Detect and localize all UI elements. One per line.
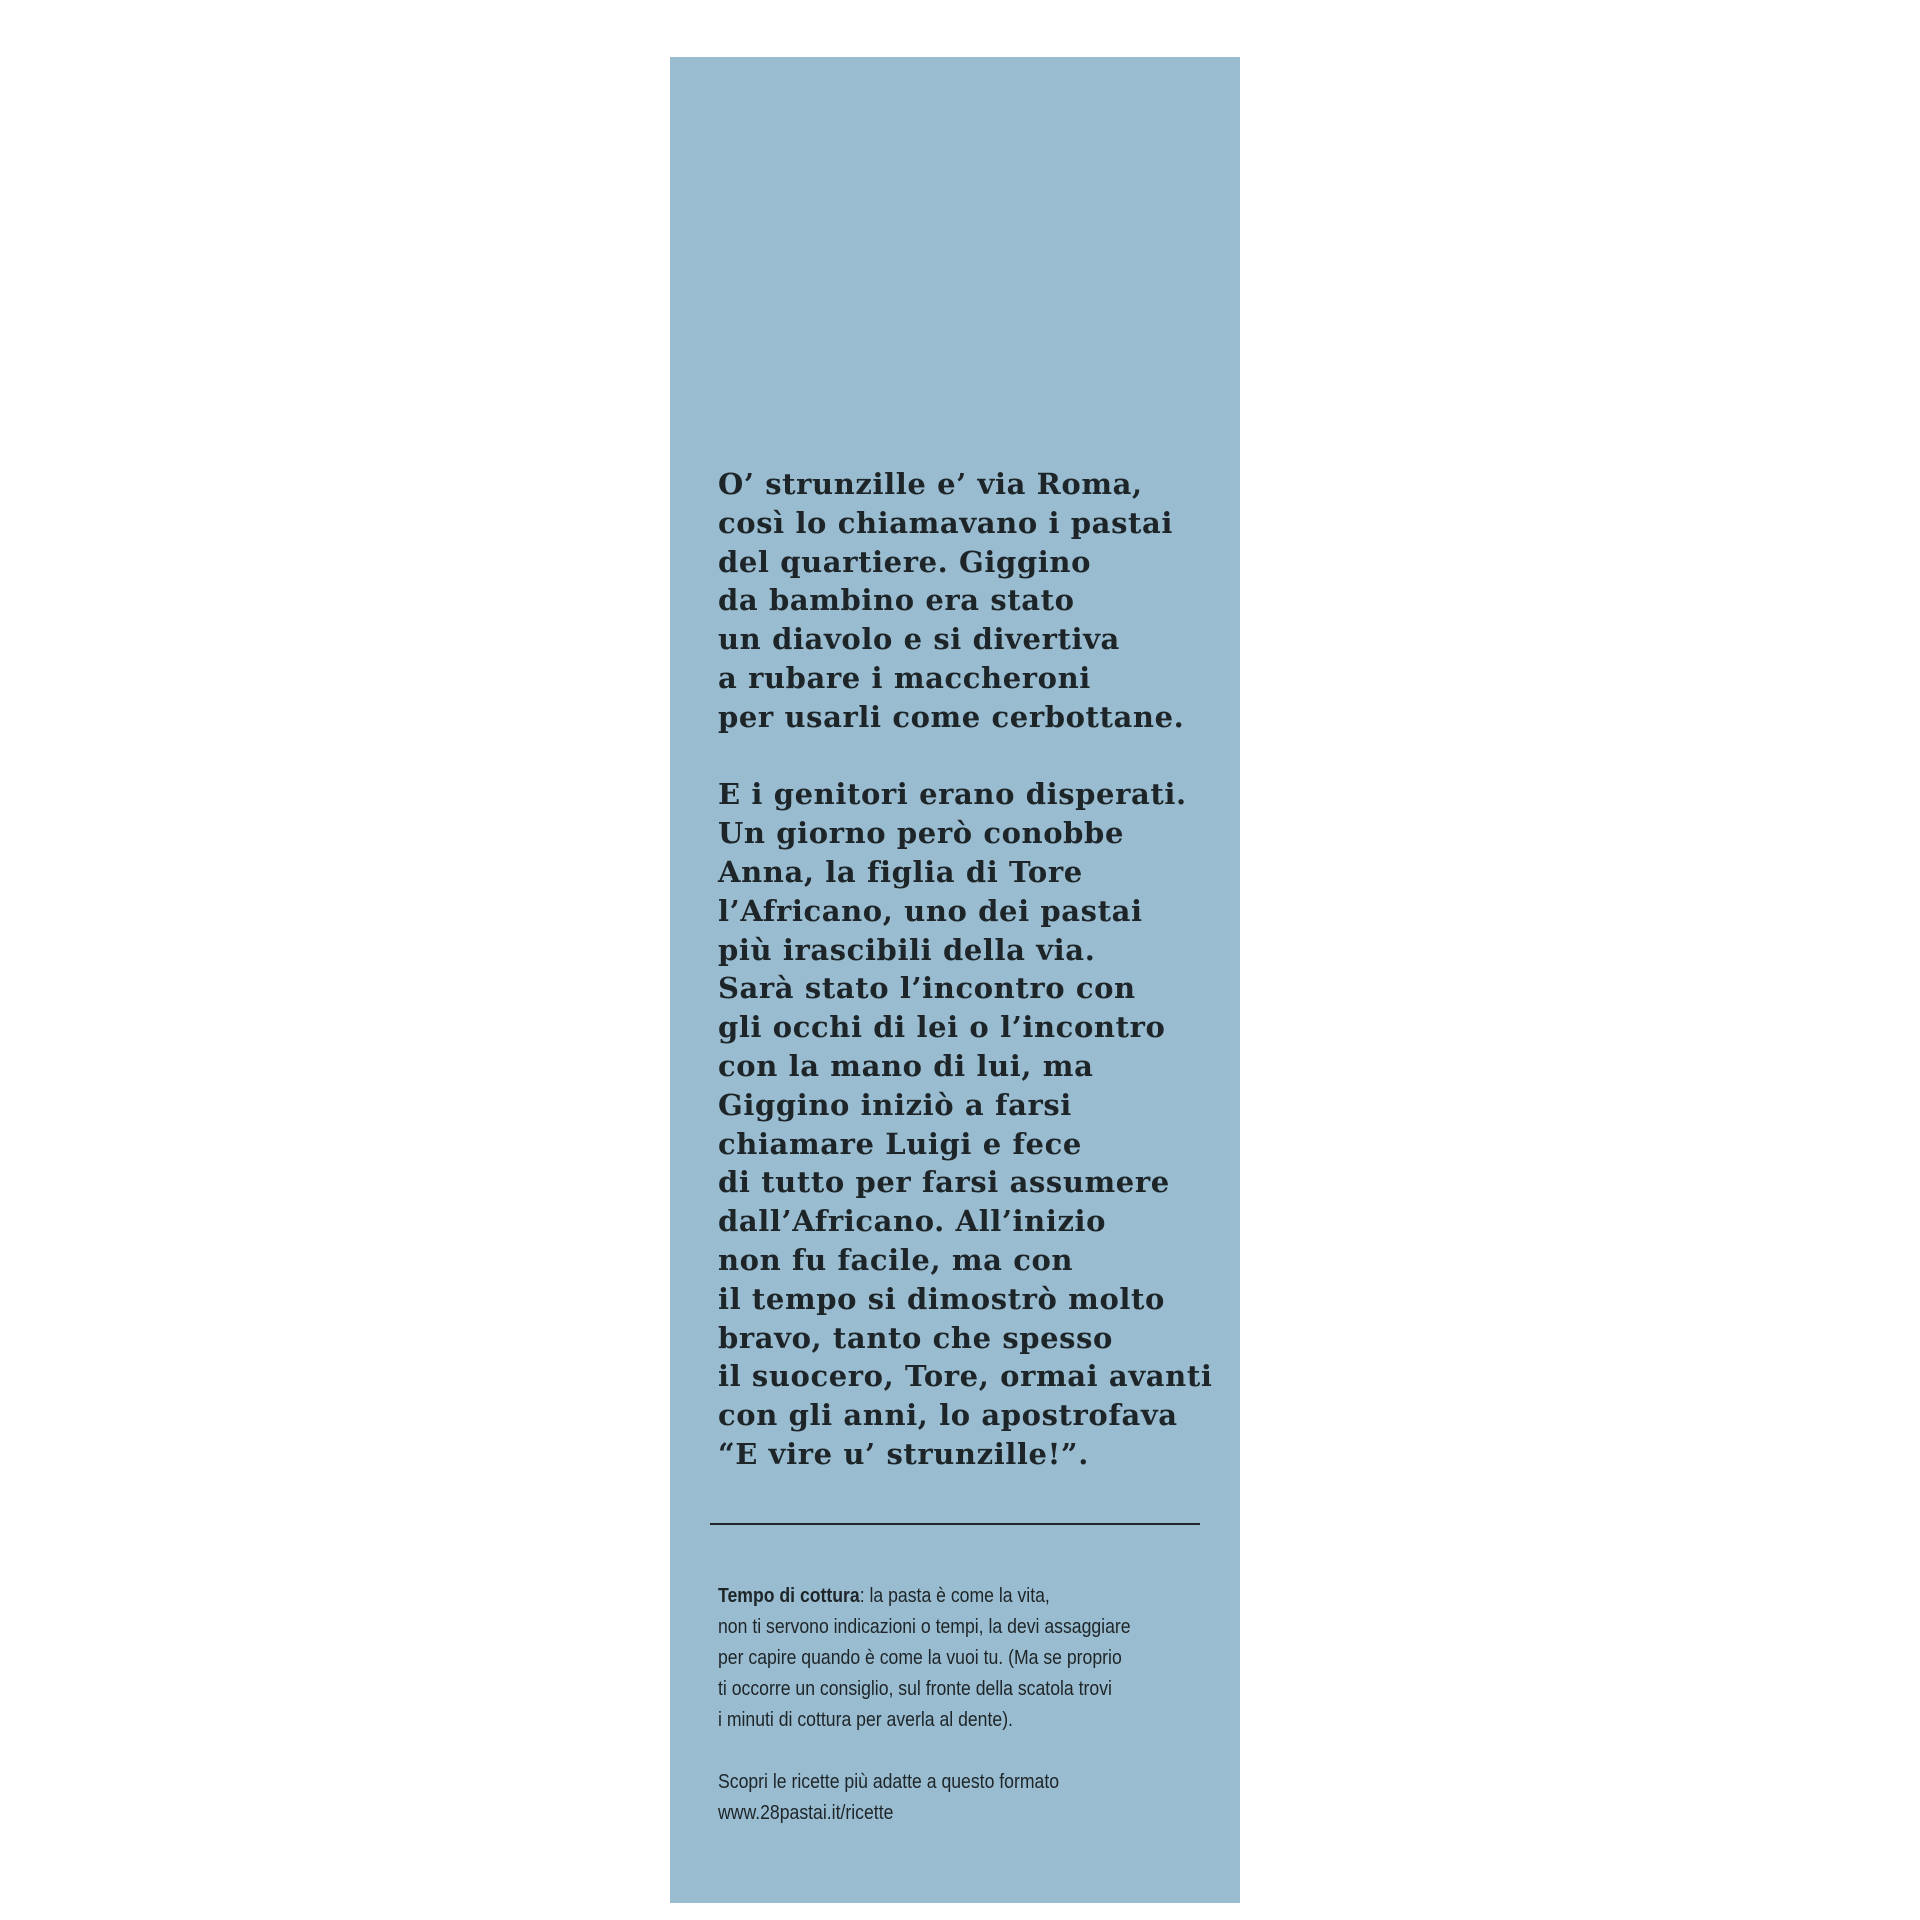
story-line: per usarli come cerbottane. <box>718 699 1185 734</box>
story-line: “E vire u’ strunzille!”. <box>718 1436 1089 1471</box>
cooking-first-line-rest: : la pasta è come la vita, <box>859 1584 1050 1607</box>
cooking-notes <box>718 1580 1148 1828</box>
cooking-line: per capire quando è come la vuoi tu. (Ma se proprio <box>718 1646 1122 1669</box>
story-line: con la mano di lui, ma <box>718 1048 1094 1083</box>
story-line: il tempo si dimostrò molto <box>718 1281 1165 1316</box>
story-line: Anna, la figlia di Tore <box>718 854 1083 889</box>
story-line: il suocero, Tore, ormai avanti <box>718 1359 1213 1394</box>
story-line: così lo chiamavano i pastai <box>718 505 1173 540</box>
cooking-first-line <box>718 1580 1148 1611</box>
paragraph-gap <box>718 737 1218 776</box>
story-line: un diavolo e si divertiva <box>718 622 1120 657</box>
story-line: l’Africano, uno dei pastai <box>718 893 1143 928</box>
story-line: E i genitori erano disperati. <box>718 777 1187 812</box>
story-text <box>718 465 1218 1474</box>
story-line: più irascibili della via. <box>718 932 1096 967</box>
story-line: dall’Africano. All’inizio <box>718 1204 1107 1239</box>
notes-gap <box>718 1735 1148 1766</box>
story-line: gli occhi di lei o l’incontro <box>718 1010 1166 1045</box>
package-panel <box>670 57 1240 1903</box>
recipes-url: www.28pastai.it/ricette <box>718 1801 894 1824</box>
story-line: chiamare Luigi e fece <box>718 1126 1082 1161</box>
story-line: Sarà stato l’incontro con <box>718 971 1136 1006</box>
story-line: Giggino iniziò a farsi <box>718 1087 1072 1122</box>
story-line: non fu facile, ma con <box>718 1242 1074 1277</box>
cooking-label: Tempo di cottura <box>718 1584 860 1607</box>
story-line: con gli anni, lo apostrofava <box>718 1398 1178 1433</box>
recipes-text: Scopri le ricette più adatte a questo formato <box>718 1770 1060 1793</box>
story-line: del quartiere. Giggino <box>718 544 1092 579</box>
cooking-line: i minuti di cottura per averla al dente). <box>718 1708 1013 1731</box>
divider <box>710 1523 1200 1525</box>
cooking-line: non ti servono indicazioni o tempi, la devi assaggiare <box>718 1615 1131 1638</box>
story-line: Un giorno però conobbe <box>718 816 1124 851</box>
story-line: di tutto per farsi assumere <box>718 1165 1170 1200</box>
cooking-line: ti occorre un consiglio, sul fronte della scatola trovi <box>718 1677 1112 1700</box>
story-line: O’ strunzille e’ via Roma, <box>718 467 1143 501</box>
story-line: a rubare i maccheroni <box>718 660 1091 695</box>
story-line: bravo, tanto che spesso <box>718 1320 1113 1355</box>
story-line: da bambino era stato <box>718 583 1075 618</box>
